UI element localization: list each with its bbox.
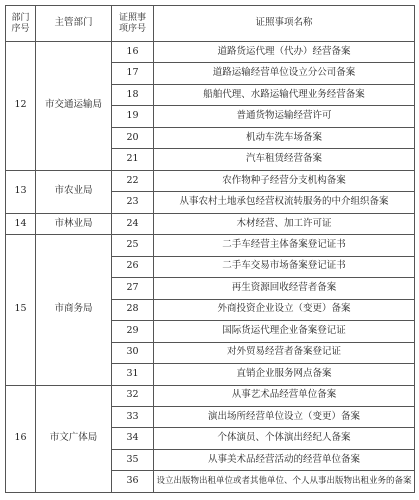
item-no-cell: 19 bbox=[112, 106, 154, 127]
item-no-cell: 16 bbox=[112, 42, 154, 63]
item-name-cell: 从事美术品经营活动的经营单位备案 bbox=[154, 449, 415, 470]
item-no-cell: 17 bbox=[112, 63, 154, 84]
item-name-cell: 二手车交易市场备案登记证书 bbox=[154, 256, 415, 277]
item-no-cell: 24 bbox=[112, 213, 154, 234]
item-name-cell: 船舶代理、水路运输代理业务经营备案 bbox=[154, 84, 415, 105]
header-dept: 主管部门 bbox=[36, 6, 112, 42]
item-no-cell: 33 bbox=[112, 406, 154, 427]
item-name-cell: 木材经营、加工许可证 bbox=[154, 213, 415, 234]
item-no-cell: 31 bbox=[112, 364, 154, 385]
table-row bbox=[6, 170, 415, 191]
certificate-table bbox=[5, 5, 415, 493]
item-name-cell: 道路运输经营单位设立分公司备案 bbox=[154, 63, 415, 84]
item-no-cell: 36 bbox=[112, 471, 154, 493]
dept-name-cell: 市林业局 bbox=[36, 213, 112, 234]
item-name-cell: 普通货物运输经营许可 bbox=[154, 106, 415, 127]
dept-seq-cell: 14 bbox=[6, 213, 36, 234]
item-name-cell: 个体演员、个体演出经纪人备案 bbox=[154, 428, 415, 449]
item-no-cell: 20 bbox=[112, 127, 154, 148]
item-name-cell: 汽车租赁经营备案 bbox=[154, 149, 415, 170]
item-no-cell: 27 bbox=[112, 278, 154, 299]
item-no-cell: 18 bbox=[112, 84, 154, 105]
item-no-cell: 30 bbox=[112, 342, 154, 363]
header-item-no: 证照事 项序号 bbox=[112, 6, 154, 42]
dept-name-cell: 市商务局 bbox=[36, 235, 112, 385]
item-no-cell: 21 bbox=[112, 149, 154, 170]
item-name-cell: 对外贸易经营者备案登记证 bbox=[154, 342, 415, 363]
item-name-cell: 直销企业服务网点备案 bbox=[154, 364, 415, 385]
item-name-cell: 外商投资企业设立（变更）备案 bbox=[154, 299, 415, 320]
table-row bbox=[6, 42, 415, 63]
item-no-cell: 35 bbox=[112, 449, 154, 470]
dept-seq-cell: 16 bbox=[6, 385, 36, 493]
item-name-cell: 国际货运代理企业备案登记证 bbox=[154, 321, 415, 342]
table-row bbox=[6, 385, 415, 406]
header-item-name: 证照事项名称 bbox=[154, 6, 415, 42]
dept-seq-cell: 13 bbox=[6, 170, 36, 213]
item-name-cell: 二手车经营主体备案登记证书 bbox=[154, 235, 415, 256]
item-no-cell: 23 bbox=[112, 192, 154, 213]
dept-name-cell: 市农业局 bbox=[36, 170, 112, 213]
item-name-cell: 再生资源回收经营者备案 bbox=[154, 278, 415, 299]
item-name-cell: 机动车洗车场备案 bbox=[154, 127, 415, 148]
item-no-cell: 25 bbox=[112, 235, 154, 256]
item-name-cell: 道路货运代理（代办）经营备案 bbox=[154, 42, 415, 63]
item-no-cell: 29 bbox=[112, 321, 154, 342]
table-row bbox=[6, 235, 415, 256]
item-name-cell: 从事农村土地承包经营权流转服务的中介组织备案 bbox=[154, 192, 415, 213]
item-no-cell: 22 bbox=[112, 170, 154, 191]
item-name-cell: 设立出版物出租单位或者其他单位、个人从事出版物出租业务的备案 bbox=[154, 471, 415, 493]
dept-name-cell: 市交通运输局 bbox=[36, 42, 112, 171]
header-dept-seq: 部门 序号 bbox=[6, 6, 36, 42]
item-name-cell: 演出场所经营单位设立（变更）备案 bbox=[154, 406, 415, 427]
item-name-cell: 从事艺术品经营单位备案 bbox=[154, 385, 415, 406]
item-no-cell: 28 bbox=[112, 299, 154, 320]
table-header-row bbox=[6, 6, 415, 42]
table-body bbox=[6, 42, 415, 493]
item-no-cell: 34 bbox=[112, 428, 154, 449]
dept-name-cell: 市文广体局 bbox=[36, 385, 112, 493]
item-no-cell: 26 bbox=[112, 256, 154, 277]
item-name-cell: 农作物种子经营分支机构备案 bbox=[154, 170, 415, 191]
item-no-cell: 32 bbox=[112, 385, 154, 406]
dept-seq-cell: 15 bbox=[6, 235, 36, 385]
table-row bbox=[6, 213, 415, 234]
dept-seq-cell: 12 bbox=[6, 42, 36, 171]
